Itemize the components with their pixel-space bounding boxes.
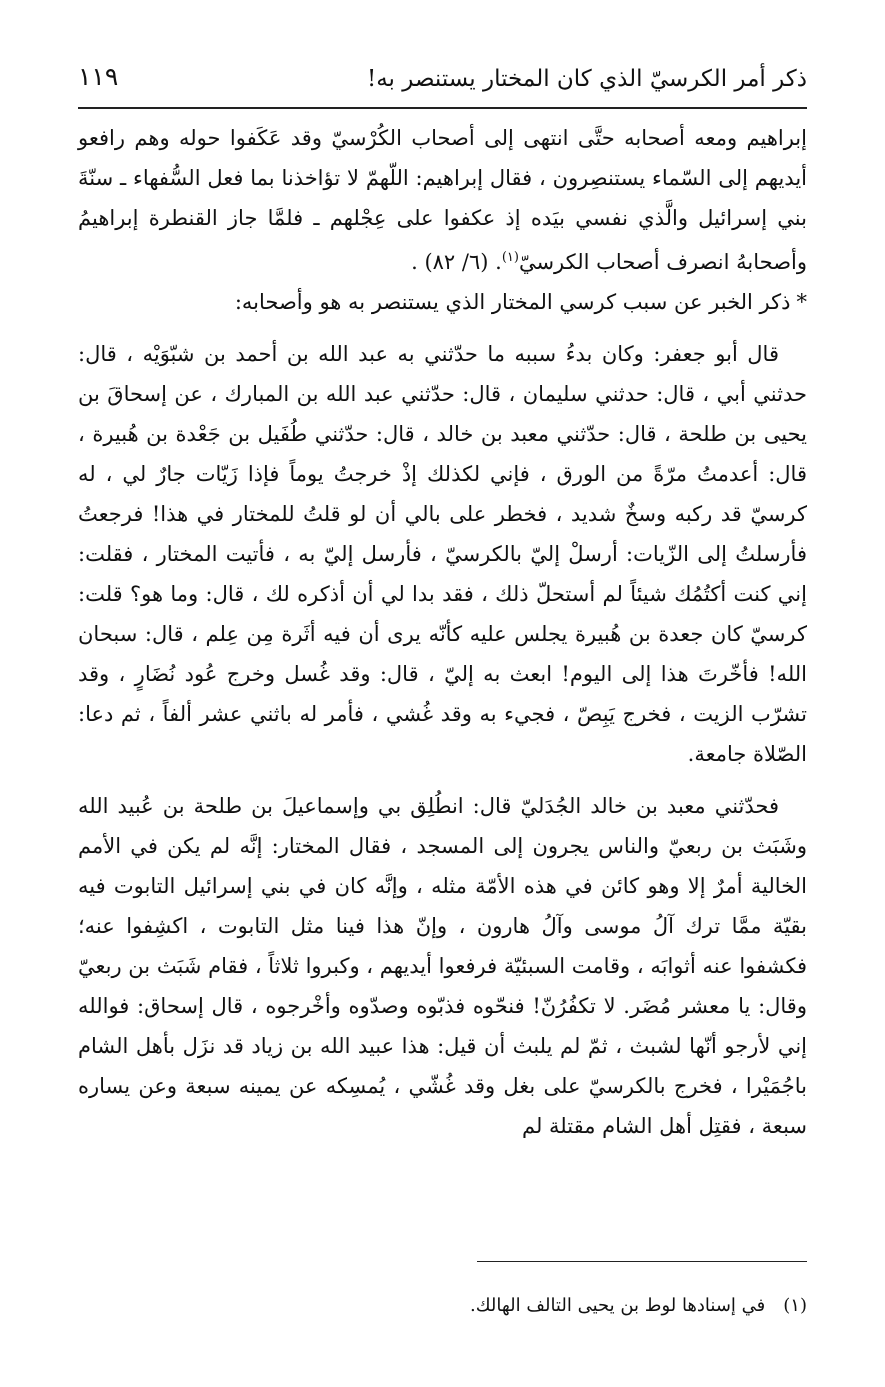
running-title: ذكر أمر الكرسيّ الذي كان المختار يستنصر به!: [366, 66, 807, 92]
paragraph-1: [78, 118, 807, 282]
page-number: ١١٩: [78, 62, 119, 91]
footnote-reference: (١): [501, 250, 519, 265]
paragraph-2: قال أبو جعفر: وكان بدءُ سببه ما حدّثني به عبد الله بن أحمد بن شبّوَيْه ، قال: حدثني أبي ، قال: حدثني سليمان ، قال: حدّثني عبد الله بن المبارك ، عن إسحاقَ بن يحيى بن طلحة ، قال: حدّثني معبد بن خالد ، قال: حدّثني طُفَيل بن جَعْدة بن هُبيرة ، قال: أعدمتُ مرّةً من الورق ، فإني لكذلك إذْ خرجتُ يوماً فإذا زَيّات جارٌ لي ، له كرسيّ قد ركبه وسخٌ شديد ، فخطر على بالي أن لو قلتُ للمختار في هذا! فرجعتُ فأرسلتُ إلى الزّيات: أرسلْ إليّ بالكرسيّ ، فأرسل إليّ به ، فأتيت المختار ، فقلت: إني كنت أكتُمُك شيئاً لم أستحلّ ذلك ، فقد بدا لي أن أذكره لك ، قال: وما هو؟ قلت: كرسيّ كان جعدة بن هُبيرة يجلس عليه كأنّه يرى أن فيه أثَرة مِن عِلم ، قال: سبحان الله! فأخّرتَ هذا إلى اليوم! ابعث به إليّ ، قال: وقد غُسل وخرج عُود نُضَارٍ ، وقد تشرّب الزيت ، فخرج يَبِصّ ، فجيء به وقد غُشي ، فأمر له باثني عشر ألفاً ، ثم دعا: الصّلاة جامعة.: [78, 342, 807, 766]
footnote-divider: [477, 1261, 807, 1262]
footnote-number: (١): [783, 1295, 807, 1316]
main-text: [78, 118, 807, 1146]
footnote-text: في إسنادها لوط بن يحيى التالف الهالك.: [469, 1295, 766, 1316]
header-divider: [78, 107, 807, 109]
section-heading: [78, 282, 807, 322]
section-star-icon: *: [796, 290, 807, 314]
footnote: [78, 1292, 807, 1320]
paragraph-1-text: إبراهيم ومعه أصحابه حتَّى انتهى إلى أصحاب الكُرْسيّ وقد عَكَفوا حوله وهم رافعو أيديهم إلى السّماء يستنصِرون ، فقال إبراهيم: اللّهمّ لا تؤاخذنا بما فعل السُّفهاء ـ سنّةَ بني إسرائيل والَّذي نفسي بيَده إذ عكفوا على عِجْلهم ـ فلمَّا جاز القنطرة إبراهيمُ وأصحابهُ انصرف أصحاب الكرسيّ: [78, 126, 807, 274]
section-heading-text: ذكر الخبر عن سبب كرسي المختار الذي يستنصر به هو وأصحابه:: [234, 290, 791, 314]
paragraph-1-citation: . (٦/ ٨٢) .: [411, 250, 502, 274]
paragraph-3: فحدّثني معبد بن خالد الجُدَليّ قال: انطُلِق بي وإسماعيلَ بن طلحة بن عُبيد الله وشَبَث بن ربعيّ والناس يجرون إلى المسجد ، فقال المختار: إنَّه لم يكن في الأمم الخالية أمرٌ إلا وهو كائن في هذه الأمّة مثله ، وإنَّه كان في بني إسرائيل التابوت فيه بقيّة ممَّا ترك آلُ موسى وآلُ هارون ، وإنّ هذا فينا مثل التابوت ، اكشِفوا عنه؛ فكشفوا عنه أثوابَه ، وقامت السبئيّة فرفعوا أيديهم ، وكبروا ثلاثاً ، فقام شَبَث بن ربعيّ وقال: يا معشر مُضَر. لا تكفُرُنّ! فنحّوه فذبّوه وصدّوه وأخْرجوه ، قال إسحاق: فوالله إني لأرجو أنّها لشبث ، ثمّ لم يلبث أن قيل: هذا عبيد الله بن زياد قد نزَل بأهل الشام باجُمَيْرا ، فخرج بالكرسيّ على بغل وقد غُشّي ، يُمسِكه عن يمينه سبعة وعن يساره سبعة ، فقتِل أهل الشام مقتلة لم: [78, 794, 807, 1138]
page-header: [78, 58, 807, 102]
